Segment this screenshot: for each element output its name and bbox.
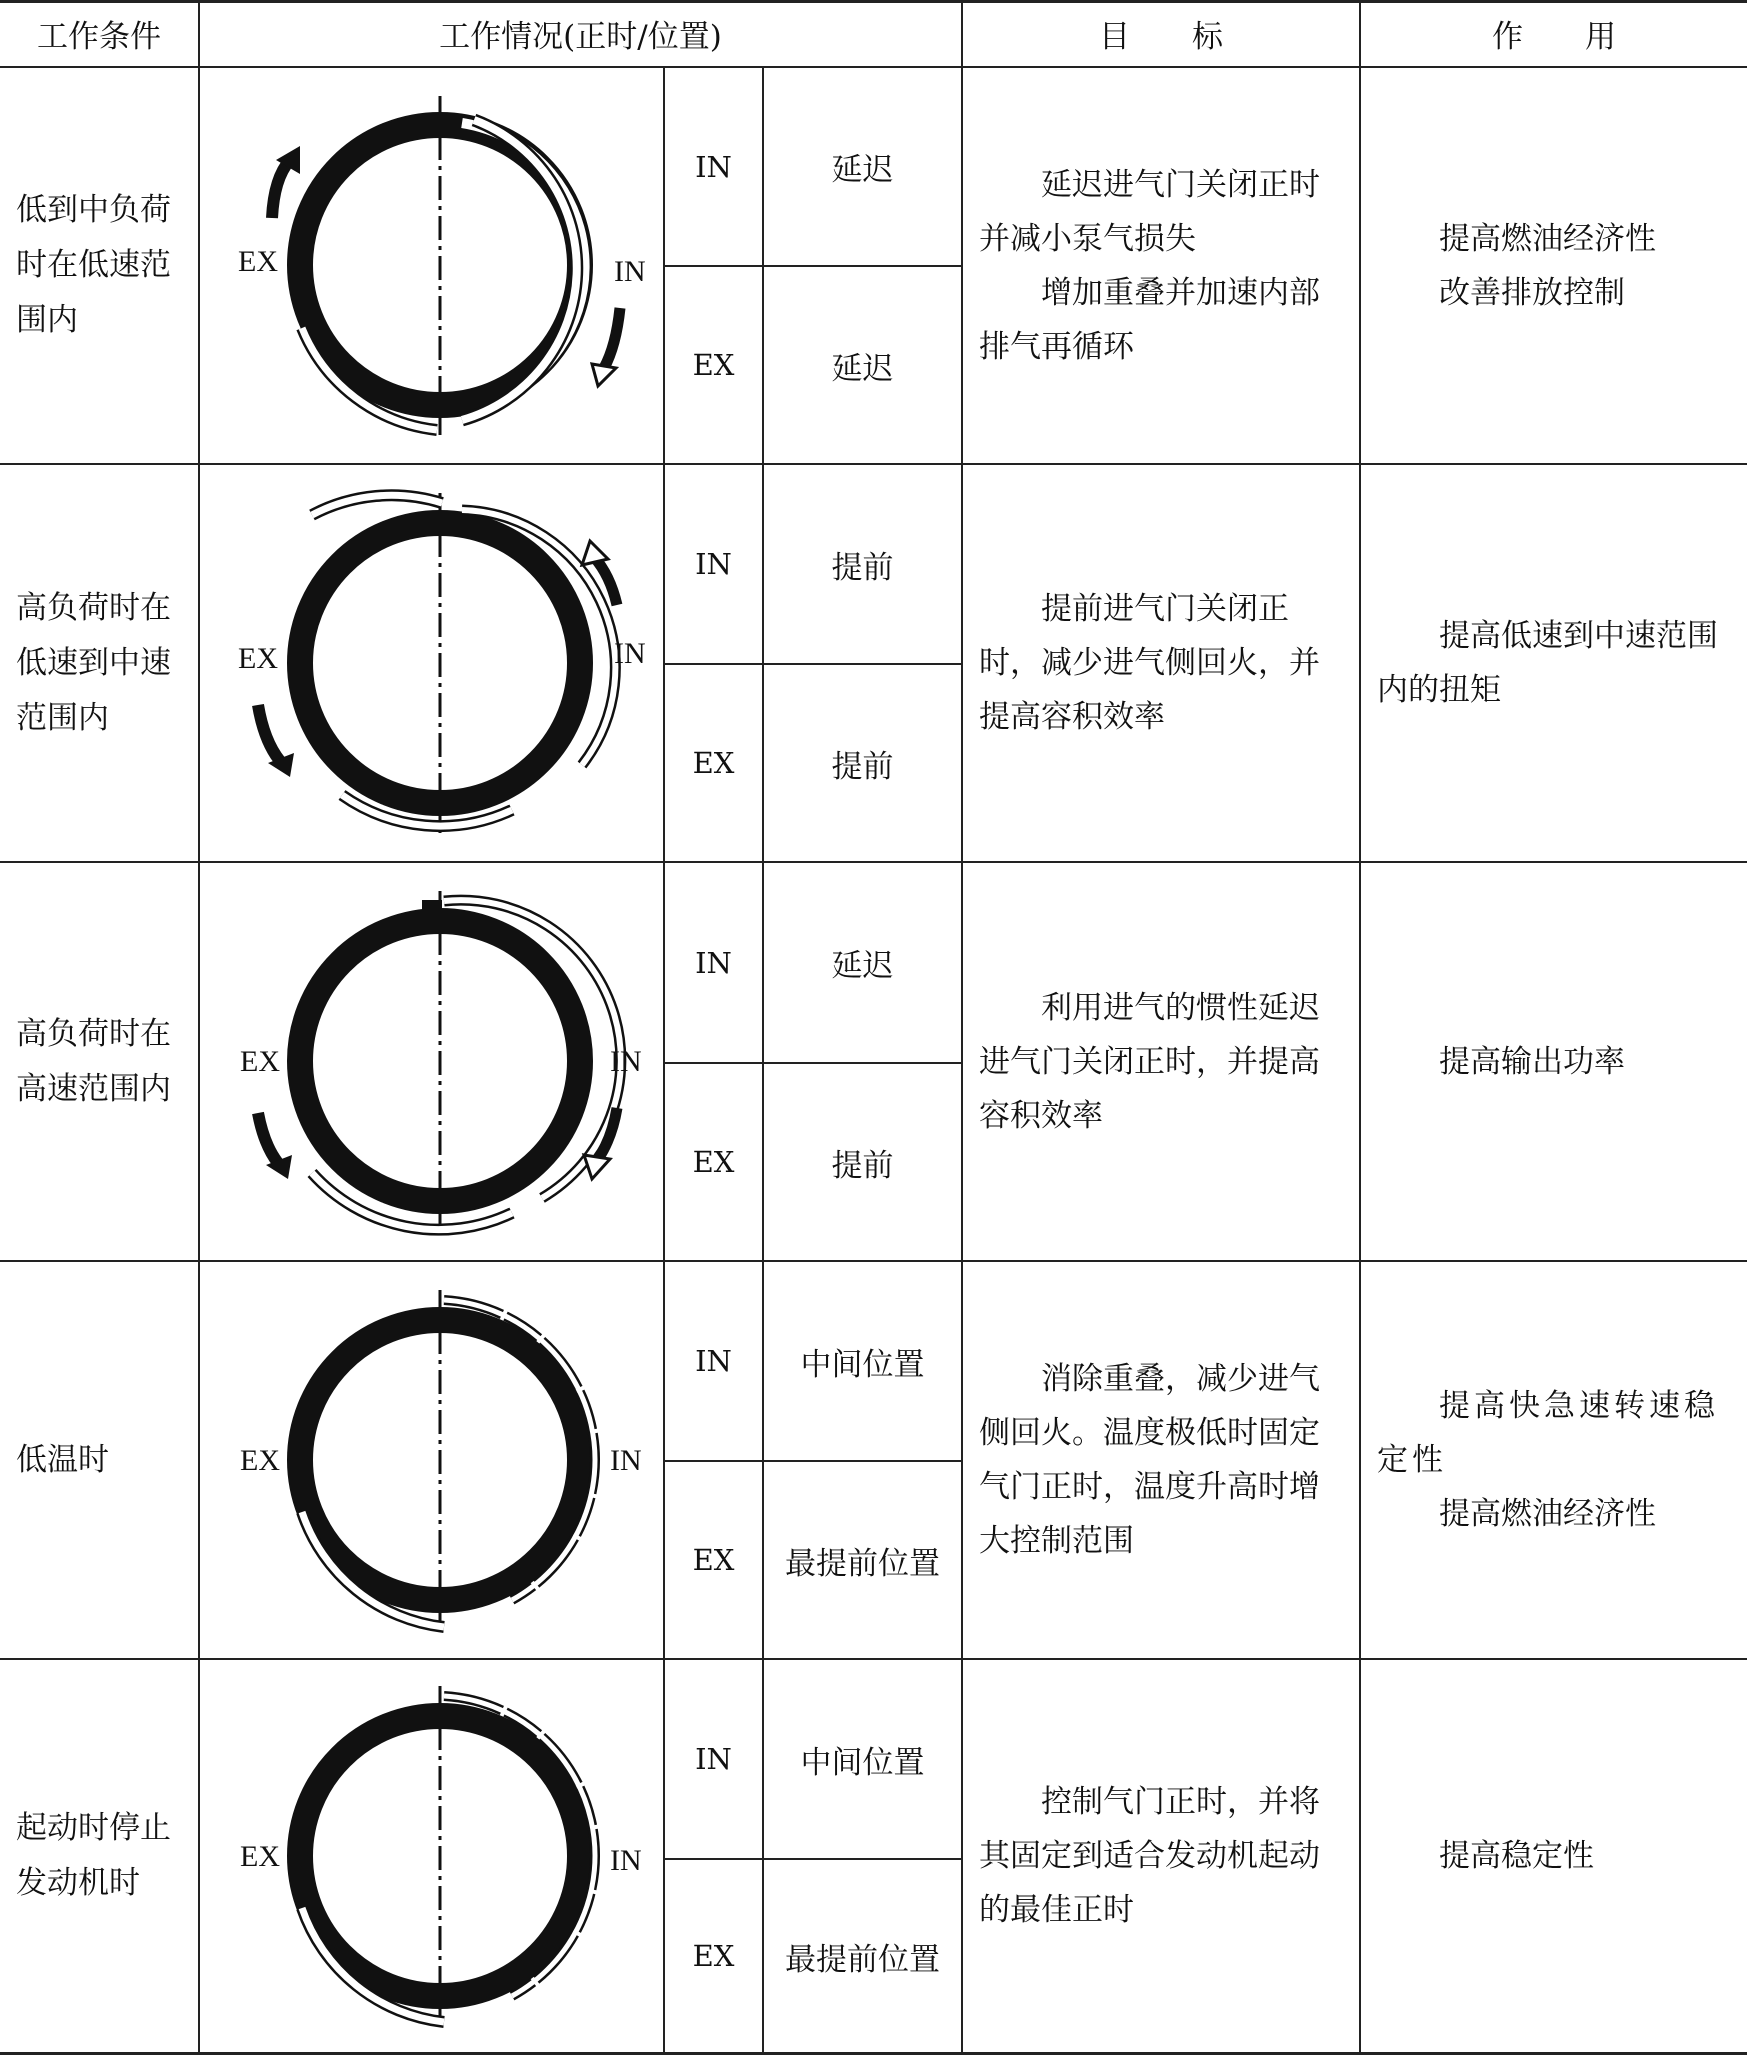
- effect-text: 提高低速到中速范围内的扭矩: [1377, 618, 1718, 708]
- in-label-cell: IN: [695, 1344, 732, 1378]
- ex-position-cell: 提前: [831, 1147, 894, 1184]
- ex-label-cell: EX: [692, 1939, 735, 1973]
- cam-timing-diagram: [212, 465, 652, 861]
- condition-cell: 低温时: [16, 1441, 109, 1478]
- in-position-cell: 中间位置: [800, 1744, 925, 1781]
- table-bottom-border: [0, 2052, 1747, 2055]
- ex-diagram-label: EX: [239, 1045, 280, 1078]
- timing-diagram: [200, 1262, 663, 1658]
- in-diagram-label: IN: [613, 637, 646, 670]
- target-cell: [963, 863, 1359, 1260]
- effect-text: 提高燃油经济性: [1439, 1496, 1656, 1532]
- target-text: 消除重叠，减少进气侧回火。温度极低时固定气门正时，温度升高时增大控制范围: [979, 1361, 1320, 1559]
- target-text: 延迟进气门关闭正时并减小泵气损失: [979, 166, 1320, 257]
- ex-diagram-label: EX: [237, 642, 278, 675]
- in-position-cell: 延迟: [831, 948, 894, 984]
- target-cell: [963, 1660, 1359, 2052]
- condition-cell: 起动时停止发动机时: [16, 1810, 171, 1901]
- ex-diagram-label: EX: [239, 1840, 280, 1873]
- target-text: 利用进气的惯性延迟进气门关闭正时，并提高容积效率: [979, 989, 1320, 1134]
- effect-cell: [1361, 863, 1747, 1260]
- effect-cell: [1361, 1660, 1747, 2052]
- ex-diagram-label: EX: [237, 245, 278, 278]
- effect-text: 提高输出功率: [1439, 1043, 1625, 1080]
- timing-diagram: [200, 1660, 663, 2052]
- in-label-cell: IN: [695, 945, 732, 980]
- ex-label-cell: EX: [692, 1543, 735, 1577]
- ex-rotation-arrow: [258, 705, 280, 761]
- in-diagram-label: IN: [609, 1045, 642, 1078]
- target-text: 控制气门正时，并将其固定到适合发动机起动的最佳正时: [979, 1784, 1320, 1928]
- header-effect: 作 用: [1492, 18, 1616, 55]
- in-label-cell: IN: [695, 547, 732, 581]
- ex-diagram-label: EX: [239, 1444, 280, 1477]
- in-position-cell: 中间位置: [800, 1346, 925, 1383]
- cam-timing-diagram: [212, 68, 652, 463]
- timing-diagram: [200, 863, 663, 1260]
- timing-diagram: [200, 68, 663, 463]
- target-cell: [963, 68, 1359, 463]
- in-arrowhead: [584, 1155, 610, 1179]
- effect-cell: [1361, 68, 1747, 463]
- target-cell: [963, 465, 1359, 861]
- cam-timing-diagram: [212, 863, 652, 1260]
- in-rotation-arrow: [604, 308, 620, 368]
- ex-position-cell: 延迟: [831, 350, 894, 387]
- condition-cell: 高负荷时在高速范围内: [16, 1015, 171, 1107]
- effect-text: 改善排放控制: [1439, 274, 1625, 311]
- in-arrowhead: [582, 541, 608, 565]
- cam-timing-diagram: [212, 1660, 652, 2052]
- ex-position-cell: 最提前位置: [785, 1941, 940, 1978]
- header-condition: 工作条件: [37, 18, 161, 55]
- cam-timing-diagram: [212, 1262, 652, 1658]
- in-label-cell: IN: [695, 149, 732, 184]
- target-text: 提前进气门关闭正时，减少进气侧回火，并提高容积效率: [979, 591, 1320, 735]
- condition-cell: 低到中负荷时在低速范围内: [16, 192, 171, 338]
- target-cell: [963, 1262, 1359, 1658]
- condition-cell: 高负荷时在低速到中速范围内: [16, 589, 171, 736]
- ex-rotation-arrow: [258, 1113, 278, 1163]
- effect-text: 提高快急速转速稳定性: [1377, 1388, 1719, 1478]
- ex-label-cell: EX: [692, 348, 735, 382]
- ex-rotation-arrow: [272, 160, 290, 218]
- ex-position-cell: 提前: [831, 748, 894, 785]
- ex-label-cell: EX: [692, 746, 735, 780]
- in-diagram-label: IN: [609, 1444, 642, 1477]
- in-arrowhead: [592, 364, 616, 386]
- header-target: 目 标: [1099, 18, 1223, 55]
- effect-cell: [1361, 1262, 1747, 1658]
- effect-text: 提高稳定性: [1439, 1838, 1594, 1874]
- header-situation: 工作情况(正时/位置): [439, 18, 722, 55]
- target-text: 增加重叠并加速内部排气再循环: [979, 274, 1320, 365]
- in-position-cell: 延迟: [831, 152, 894, 188]
- ex-label-cell: EX: [692, 1145, 735, 1179]
- in-diagram-label: IN: [613, 255, 646, 288]
- ex-position-cell: 最提前位置: [785, 1545, 940, 1582]
- in-label-cell: IN: [695, 1742, 732, 1776]
- in-diagram-label: IN: [609, 1844, 642, 1877]
- effect-text: 提高燃油经济性: [1439, 220, 1656, 257]
- in-position-cell: 提前: [831, 549, 894, 586]
- effect-cell: [1361, 465, 1747, 861]
- timing-diagram: [200, 465, 663, 861]
